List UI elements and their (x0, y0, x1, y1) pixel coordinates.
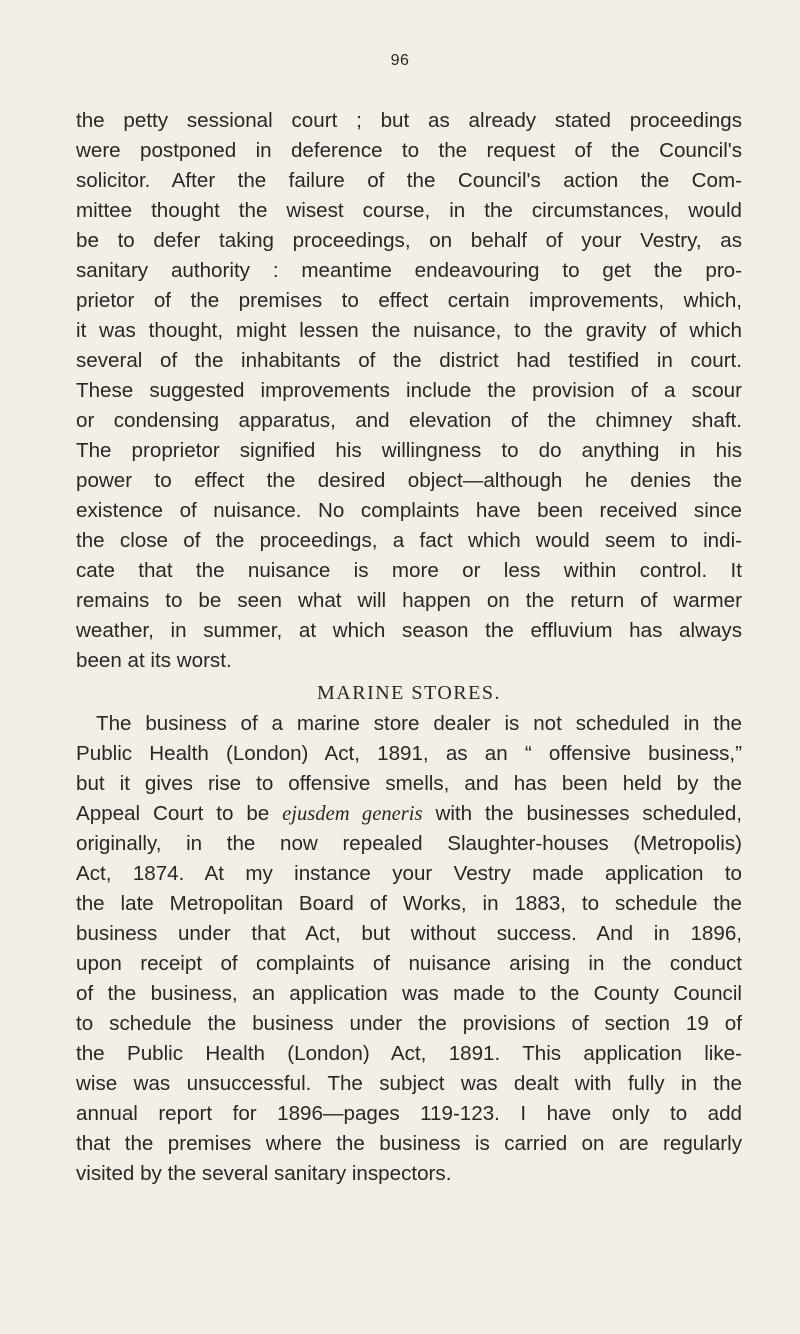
paragraph-marine-stores (76, 709, 742, 1189)
text-line: upon receipt of complaints of nuisance arising in the conduct (76, 952, 742, 975)
text-line: These suggested improvements include the provision of a scour (76, 379, 742, 402)
text-line: the close of the proceedings, a fact which would seem to indi- (76, 529, 742, 552)
text-line: mittee thought the wisest course, in the circumstances, would (76, 199, 742, 222)
text-line: of the business, an application was made to the County Council (76, 982, 742, 1005)
text-line: remains to be seen what will happen on the return of warmer (76, 589, 742, 612)
text-line: several of the inhabitants of the district had testified in court. (76, 349, 742, 372)
text-line: it was thought, might lessen the nuisance, to the gravity of which (76, 319, 742, 342)
text-line: wise was unsuccessful. The subject was dealt with fully in the (76, 1072, 742, 1095)
text-line: solicitor. After the failure of the Council's action the Com- (76, 169, 742, 192)
text-line: power to effect the desired object—although he denies the (76, 469, 742, 492)
page-number: 96 (390, 52, 410, 69)
text-line: originally, in the now repealed Slaughter-houses (Metropolis) (76, 832, 742, 855)
text-line: cate that the nuisance is more or less within control. It (76, 559, 742, 582)
body-text (76, 106, 742, 1189)
text-line: be to defer taking proceedings, on behalf of your Vestry, as (76, 229, 742, 252)
text-line: the Public Health (London) Act, 1891. This application like- (76, 1042, 742, 1065)
section-heading-marine-stores: MARINE STORES. (317, 682, 501, 704)
text-line: weather, in summer, at which season the effluvium has always (76, 619, 742, 642)
text-line: to schedule the business under the provisions of section 19 of (76, 1012, 742, 1035)
text-line: prietor of the premises to effect certain improvements, which, (76, 289, 742, 312)
text-segment: Appeal Court to be (76, 802, 283, 825)
text-line: business under that Act, but without success. And in 1896, (76, 922, 742, 945)
paragraph-nuisance-proceedings (76, 106, 742, 676)
text-line: annual report for 1896—pages 119-123. I have only to add (76, 1102, 742, 1125)
text-line: The proprietor signified his willingness to do anything in his (76, 439, 742, 462)
text-line: Public Health (London) Act, 1891, as an “ offensive business,” (76, 742, 742, 765)
text-line: that the premises where the business is carried on are regularly (76, 1132, 742, 1155)
text-line (76, 799, 742, 829)
text-line: but it gives rise to offensive smells, and has been held by the (76, 772, 742, 795)
text-line: visited by the several sanitary inspectors. (76, 1162, 452, 1185)
text-segment: with the businesses scheduled, (422, 802, 742, 825)
text-line: the petty sessional court ; but as already stated proceedings (76, 109, 742, 132)
text-line: Act, 1874. At my instance your Vestry made application to (76, 862, 742, 885)
text-line: were postponed in deference to the request of the Council's (76, 139, 742, 162)
text-line: been at its worst. (76, 649, 232, 672)
text-line: or condensing apparatus, and elevation of the chimney shaft. (76, 409, 742, 432)
text-line: The business of a marine store dealer is not scheduled in the (96, 712, 742, 735)
latin-phrase: ejusdem generis (282, 803, 423, 825)
text-line: sanitary authority : meantime endeavouring to get the pro- (76, 259, 742, 282)
text-line: existence of nuisance. No complaints have been received since (76, 499, 742, 522)
text-line: the late Metropolitan Board of Works, in 1883, to schedule the (76, 892, 742, 915)
